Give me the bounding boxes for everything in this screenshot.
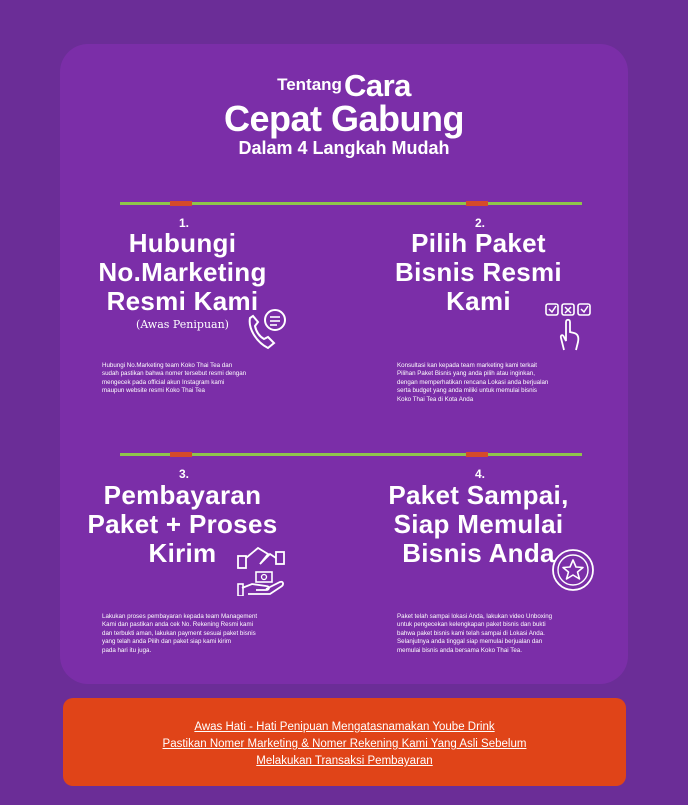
step-4-description: Paket telah sampai lokasi Anda, lakukan video Unboxing untuk pengecekan kelengkapan paket bisnis dan bukti bahwa paket bisnis kami telah sampai di Lokasi Anda. Selanjutnya anda tinggal siap memulai berjualan dan memulai bisnis anda bersama Koko Thai Tea. (397, 613, 553, 654)
warning-line-2[interactable]: Pastikan Nomer Marketing & Nomer Rekening Kami Yang Asli Sebelum (162, 738, 527, 750)
divider-marker (170, 201, 192, 206)
header-title: Cepat Gabung (223, 98, 464, 139)
payment-hands-icon (236, 544, 286, 596)
warning-line-3[interactable]: Melakukan Transaksi Pembayaran (256, 755, 433, 767)
step-1-title-line: Resmi Kami (106, 286, 259, 316)
step-2-title-line: Pilih Paket (411, 228, 546, 258)
step-2-number: 2. (474, 216, 485, 230)
step-4-title-line: Siap Memulai (393, 509, 564, 539)
divider-marker (466, 452, 488, 457)
step-2-title-line: Kami (446, 286, 511, 316)
star-badge-icon (550, 547, 596, 593)
divider-marker (170, 452, 192, 457)
phone-chat-icon (244, 306, 290, 352)
step-3-title-line: Kirim (148, 538, 217, 568)
warning-line-1[interactable]: Awas Hati - Hati Penipuan Mengatasnamakan Yoube Drink (194, 721, 495, 733)
step-1-title (80, 229, 285, 316)
step-1-description: Hubungi No.Marketing team Koko Thai Tea dan sudah pastikan bahwa nomer tersebut resmi dengan mengecek pada official akun Instagram kami maupun website resmi Koko Thai Tea (102, 362, 247, 395)
step-3-title-line: Paket + Proses (87, 509, 278, 539)
step-2-title-line: Bisnis Resmi (395, 257, 562, 287)
step-4-number: 4. (474, 467, 485, 481)
step-3-description: Lakukan proses pembayaran kepada team Management Kami dan pastikan anda cek No. Rekening Resmi kami dan terbukti aman, lakukan payment sesuai paket bisnis yang telah anda Pilih dan paket siap kami kirim pada hari itu juga. (102, 613, 258, 654)
select-checkbox-hand-icon (544, 302, 592, 354)
step-1-number: 1. (178, 216, 189, 230)
header-small: Tentang (277, 75, 342, 94)
step-4-title-line: Paket Sampai, (388, 480, 569, 510)
divider-marker (466, 201, 488, 206)
header-big: Cara (343, 68, 411, 103)
step-3-title-line: Pembayaran (103, 480, 262, 510)
step-1-title-line: No.Marketing (98, 257, 267, 287)
step-1-title-line: Hubungi (128, 228, 237, 258)
step-4-title-line: Bisnis Anda (402, 538, 555, 568)
step-3-number: 3. (178, 467, 189, 481)
header-subtitle: Dalam 4 Langkah Mudah (238, 138, 450, 158)
step-1-note: (Awas Penipuan) (136, 318, 229, 331)
step-2-description: Konsultasi kan kepada team marketing kami terkait Pilihan Paket Bisnis yang anda pilih atau inginkan, dengan memperhatikan rencana Lokasi anda berjualan serta budget yang anda miliki untuk memulai bisnis Koko Thai Tea di Kota Anda (397, 362, 549, 403)
